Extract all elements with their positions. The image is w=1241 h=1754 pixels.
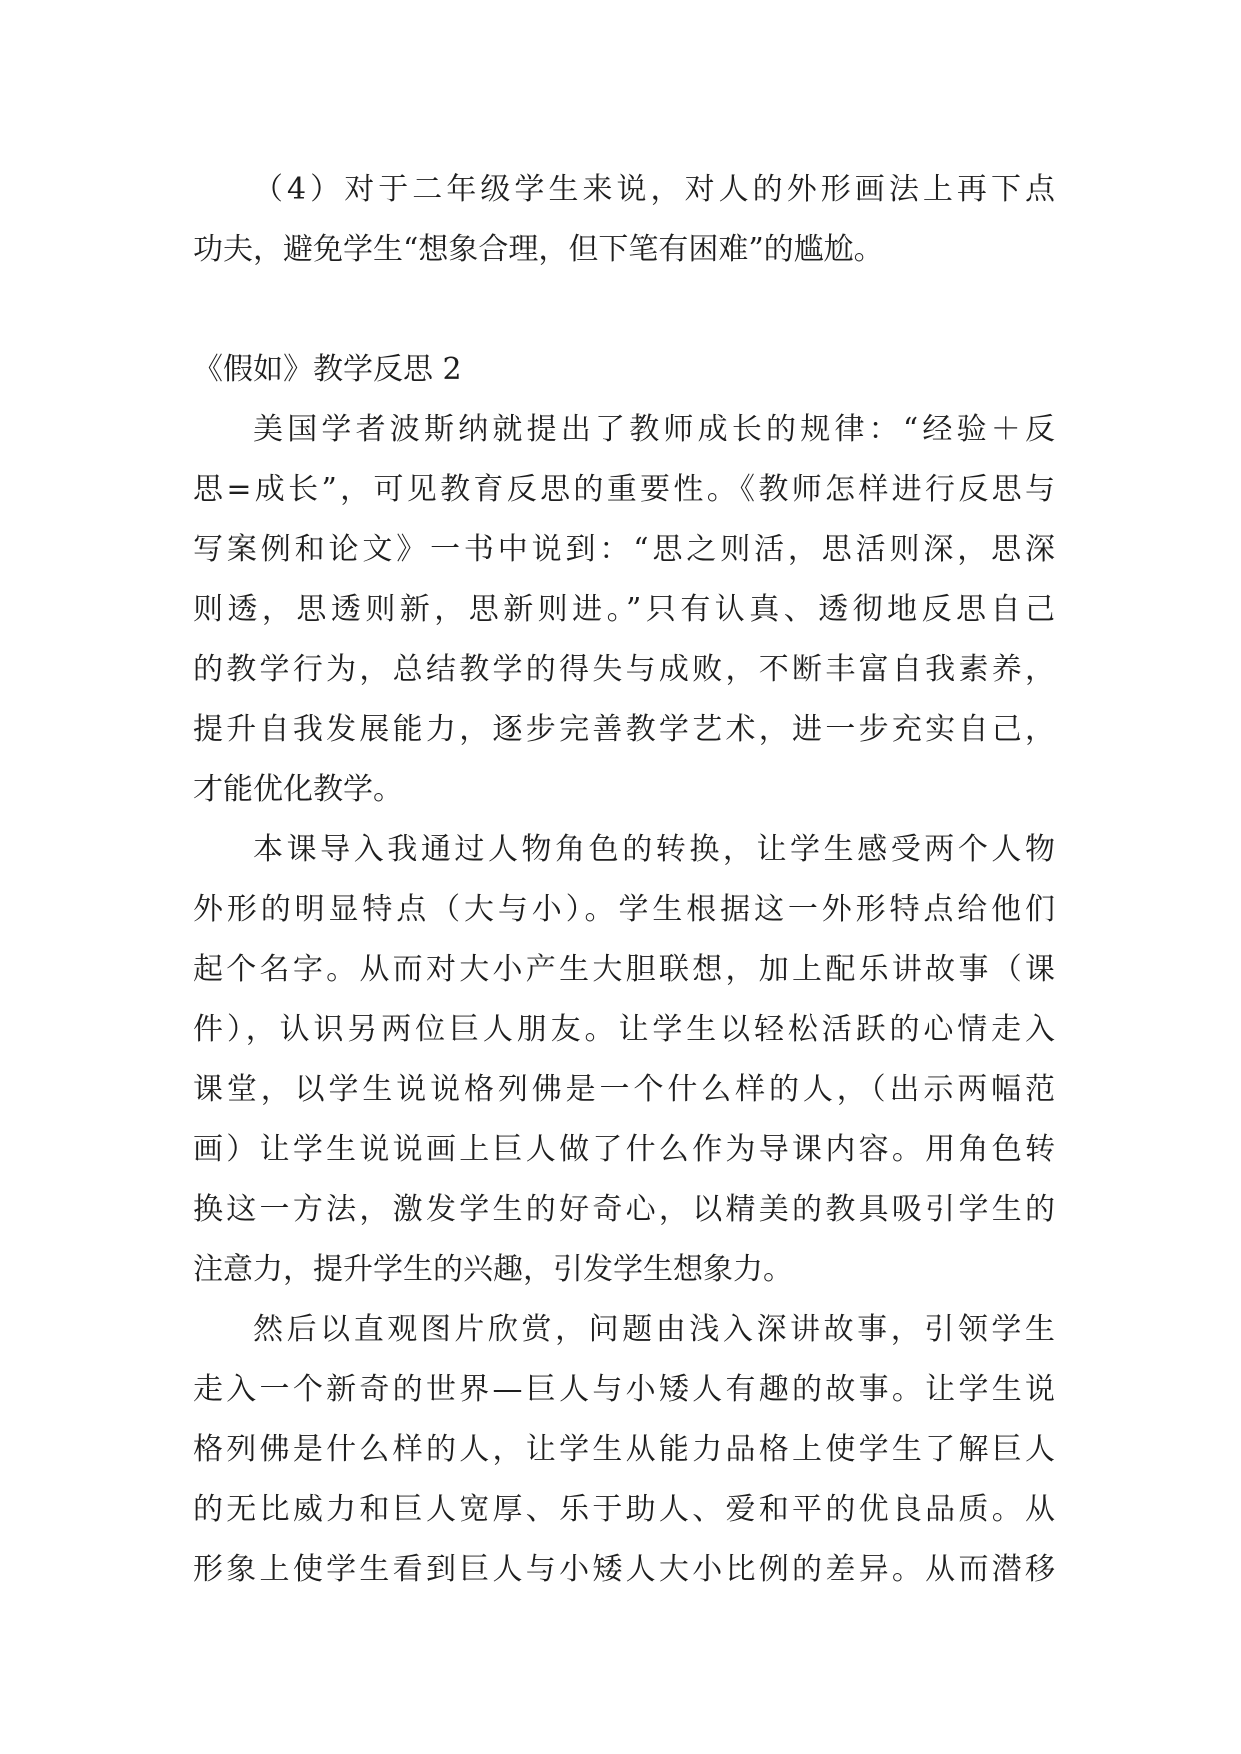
text-line: 走入一个新奇的世界—巨人与小矮人有趣的故事。让学生说 (193, 1372, 1055, 1407)
paragraph-lesson-intro (193, 820, 1055, 1300)
text-line: （4）对于二年级学生来说，对人的外形画法上再下点 (253, 172, 1055, 207)
intro-paragraph-4 (193, 160, 1055, 280)
text-line: 才能优化教学。 (193, 772, 403, 807)
text-line: 写案例和论文》一书中说到：“思之则活，思活则深，思深 (193, 532, 1055, 567)
text-line: 课堂，以学生说说格列佛是一个什么样的人，（出示两幅范 (193, 1072, 1055, 1107)
paragraph-picture-appreciation (193, 1300, 1055, 1600)
text-line: 格列佛是什么样的人，让学生从能力品格上使学生了解巨人 (193, 1432, 1055, 1467)
text-line: 的无比威力和巨人宽厚、乐于助人、爱和平的优良品质。从 (193, 1492, 1055, 1527)
document-body (193, 160, 1055, 1600)
text-line: 形象上使学生看到巨人与小矮人大小比例的差异。从而潜移 (193, 1552, 1055, 1587)
text-line: 功夫，避免学生“想象合理，但下笔有困难”的尴尬。 (193, 232, 884, 267)
text-line: 本课导入我通过人物角色的转换，让学生感受两个人物 (253, 832, 1055, 867)
text-line: 提升自我发展能力，逐步完善教学艺术，进一步充实自己， (193, 712, 1055, 747)
text-line: 注意力，提升学生的兴趣，引发学生想象力。 (193, 1252, 793, 1287)
section-title-text: 《假如》教学反思 2 (193, 352, 462, 387)
section-title (193, 340, 1055, 400)
text-line: 然后以直观图片欣赏，问题由浅入深讲故事，引领学生 (253, 1312, 1055, 1347)
paragraph-growth-law (193, 400, 1055, 820)
text-line: 思=成长”，可见教育反思的重要性。《教师怎样进行反思与 (193, 472, 1055, 507)
text-line: 画）让学生说说画上巨人做了什么作为导课内容。用角色转 (193, 1132, 1055, 1167)
text-line: 换这一方法，激发学生的好奇心，以精美的教具吸引学生的 (193, 1192, 1055, 1227)
text-line: 则透，思透则新，思新则进。”只有认真、透彻地反思自己 (193, 592, 1055, 627)
text-line: 外形的明显特点（大与小）。学生根据这一外形特点给他们 (193, 892, 1055, 927)
text-line: 的教学行为，总结教学的得失与成败，不断丰富自我素养， (193, 652, 1055, 687)
text-line: 件），认识另两位巨人朋友。让学生以轻松活跃的心情走入 (193, 1012, 1055, 1047)
text-line: 起个名字。从而对大小产生大胆联想，加上配乐讲故事（课 (193, 952, 1055, 987)
text-line: 美国学者波斯纳就提出了教师成长的规律：“经验＋反 (253, 412, 1055, 447)
